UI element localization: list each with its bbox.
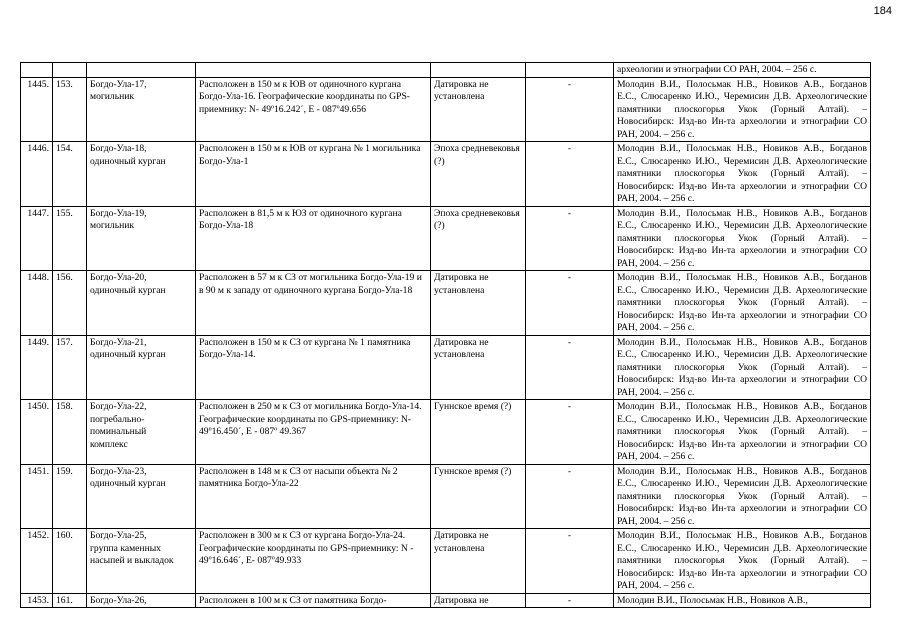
site-dating: Гуннское время (?) xyxy=(431,400,526,465)
sequence-number: 158. xyxy=(53,400,87,465)
site-location: Расположен в 150 м к ЮВ от кургана № 1 могильника Богдо-Ула-1 xyxy=(196,142,431,207)
page-number: 184 xyxy=(873,5,892,17)
site-name: Богдо-Ула-25, группа каменных насыпей и выкладок xyxy=(87,529,196,594)
empty-cell xyxy=(526,63,614,78)
site-location: Расположен в 57 м к СЗ от могильника Богдо-Ула-19 и в 90 м к западу от одиночного кургана Богдо-Ула-18 xyxy=(196,271,431,336)
placeholder-dash: - xyxy=(526,400,614,465)
site-name: Богдо-Ула-21, одиночный курган xyxy=(87,335,196,400)
site-name: Богдо-Ула-20, одиночный курган xyxy=(87,271,196,336)
placeholder-dash: - xyxy=(526,593,614,608)
site-dating: Гуннское время (?) xyxy=(431,464,526,529)
site-dating: Эпоха средневековья (?) xyxy=(431,206,526,271)
sequence-number: 157. xyxy=(53,335,87,400)
placeholder-dash: - xyxy=(526,142,614,207)
registry-body xyxy=(21,63,871,608)
placeholder-dash: - xyxy=(526,77,614,142)
site-dating: Эпоха средневековья (?) xyxy=(431,142,526,207)
bibliographic-reference: Молодин В.И., Полосьмак Н.В., Новиков А.В., Богданов Е.С., Слюсаренко И.Ю., Черемисин Д.В. Археологические памятники плоскогорья Укок (Горный Алтай). – Новосибирск: Изд-во Ин-та археологии и этнографии СО РАН, 2004. – 256 с. xyxy=(614,142,871,207)
site-location: Расположен в 100 м к СЗ от памятника Богдо- xyxy=(196,593,431,608)
placeholder-dash: - xyxy=(526,464,614,529)
placeholder-dash: - xyxy=(526,335,614,400)
table-row xyxy=(21,142,871,207)
site-location: Расположен в 150 м к ЮВ от одиночного кургана Богдо-Ула-16. Географические координаты по GPS-приемнику: N- 49º16.242´, E - 087º49.656 xyxy=(196,77,431,142)
site-dating: Датировка не установлена xyxy=(431,271,526,336)
table-row xyxy=(21,271,871,336)
site-name: Богдо-Ула-26, xyxy=(87,593,196,608)
site-dating: Датировка не xyxy=(431,593,526,608)
site-name: Богдо-Ула-18, одиночный курган xyxy=(87,142,196,207)
row-number: 1447. xyxy=(21,206,53,271)
sequence-number: 159. xyxy=(53,464,87,529)
site-name: Богдо-Ула-19, могильник xyxy=(87,206,196,271)
site-location: Расположен в 81,5 м к ЮЗ от одиночного кургана Богдо-Ула-18 xyxy=(196,206,431,271)
sites-registry-table xyxy=(20,62,871,608)
row-number: 1451. xyxy=(21,464,53,529)
bibliographic-reference: Молодин В.И., Полосьмак Н.В., Новиков А.В., Богданов Е.С., Слюсаренко И.Ю., Черемисин Д.В. Археологические памятники плоскогорья Укок (Горный Алтай). – Новосибирск: Изд-во Ин-та археологии и этнографии СО РАН, 2004. – 256 с. xyxy=(614,77,871,142)
empty-cell xyxy=(87,63,196,78)
bibliographic-reference: Молодин В.И., Полосьмак Н.В., Новиков А.В., Богданов Е.С., Слюсаренко И.Ю., Черемисин Д.В. Археологические памятники плоскогорья Укок (Горный Алтай). – Новосибирск: Изд-во Ин-та археологии и этнографии СО РАН, 2004. – 256 с. xyxy=(614,271,871,336)
row-number: 1445. xyxy=(21,77,53,142)
table-row xyxy=(21,335,871,400)
table-row xyxy=(21,77,871,142)
sequence-number: 161. xyxy=(53,593,87,608)
sequence-number: 156. xyxy=(53,271,87,336)
table-row xyxy=(21,464,871,529)
site-location: Расположен в 150 м к СЗ от кургана № 1 памятника Богдо-Ула-14. xyxy=(196,335,431,400)
site-location: Расположен в 300 м к СЗ от кургана Богдо-Ула-24. Географические координаты по GPS-приемнику: N - 49º16.646´, E- 087º49.933 xyxy=(196,529,431,594)
table-row xyxy=(21,400,871,465)
row-number: 1446. xyxy=(21,142,53,207)
empty-cell xyxy=(21,63,53,78)
site-name: Богдо-Ула-23, одиночный курган xyxy=(87,464,196,529)
empty-cell xyxy=(196,63,431,78)
row-number: 1452. xyxy=(21,529,53,594)
bibliographic-reference: Молодин В.И., Полосьмак Н.В., Новиков А.В., xyxy=(614,593,871,608)
row-number: 1453. xyxy=(21,593,53,608)
row-number: 1448. xyxy=(21,271,53,336)
site-name: Богдо-Ула-22, погребально- поминальный комплекс xyxy=(87,400,196,465)
sequence-number: 153. xyxy=(53,77,87,142)
placeholder-dash: - xyxy=(526,271,614,336)
bibliographic-reference: Молодин В.И., Полосьмак Н.В., Новиков А.В., Богданов Е.С., Слюсаренко И.Ю., Черемисин Д.В. Археологические памятники плоскогорья Укок (Горный Алтай). – Новосибирск: Изд-во Ин-та археологии и этнографии СО РАН, 2004. – 256 с. xyxy=(614,206,871,271)
row-number: 1450. xyxy=(21,400,53,465)
reference-continuation: археологии и этнографии СО РАН, 2004. – 256 с. xyxy=(614,63,871,78)
site-name: Богдо-Ула-17, могильник xyxy=(87,77,196,142)
placeholder-dash: - xyxy=(526,529,614,594)
sequence-number: 155. xyxy=(53,206,87,271)
bibliographic-reference: Молодин В.И., Полосьмак Н.В., Новиков А.В., Богданов Е.С., Слюсаренко И.Ю., Черемисин Д.В. Археологические памятники плоскогорья Укок (Горный Алтай). – Новосибирск: Изд-во Ин-та археологии и этнографии СО РАН, 2004. – 256 с. xyxy=(614,464,871,529)
site-location: Расположен в 250 м к СЗ от могильника Богдо-Ула-14. Географические координаты по GPS-приемнику: N- 49º16.450´, E - 087º 49.367 xyxy=(196,400,431,465)
site-dating: Датировка не установлена xyxy=(431,77,526,142)
empty-cell xyxy=(53,63,87,78)
bibliographic-reference: Молодин В.И., Полосьмак Н.В., Новиков А.В., Богданов Е.С., Слюсаренко И.Ю., Черемисин Д.В. Археологические памятники плоскогорья Укок (Горный Алтай). – Новосибирск: Изд-во Ин-та археологии и этнографии СО РАН, 2004. – 256 с. xyxy=(614,529,871,594)
site-dating: Датировка не установлена xyxy=(431,335,526,400)
site-location: Расположен в 148 м к СЗ от насыпи объекта № 2 памятника Богдо-Ула-22 xyxy=(196,464,431,529)
table-row-partial xyxy=(21,593,871,608)
sequence-number: 160. xyxy=(53,529,87,594)
bibliographic-reference: Молодин В.И., Полосьмак Н.В., Новиков А.В., Богданов Е.С., Слюсаренко И.Ю., Черемисин Д.В. Археологические памятники плоскогорья Укок (Горный Алтай). – Новосибирск: Изд-во Ин-та археологии и этнографии СО РАН, 2004. – 256 с. xyxy=(614,335,871,400)
site-dating: Датировка не установлена xyxy=(431,529,526,594)
bibliographic-reference: Молодин В.И., Полосьмак Н.В., Новиков А.В., Богданов Е.С., Слюсаренко И.Ю., Черемисин Д.В. Археологические памятники плоскогорья Укок (Горный Алтай). – Новосибирск: Изд-во Ин-та археологии и этнографии СО РАН, 2004. – 256 с. xyxy=(614,400,871,465)
placeholder-dash: - xyxy=(526,206,614,271)
table-row xyxy=(21,529,871,594)
sequence-number: 154. xyxy=(53,142,87,207)
empty-cell xyxy=(431,63,526,78)
row-number: 1449. xyxy=(21,335,53,400)
continuation-row xyxy=(21,63,871,78)
table-row xyxy=(21,206,871,271)
